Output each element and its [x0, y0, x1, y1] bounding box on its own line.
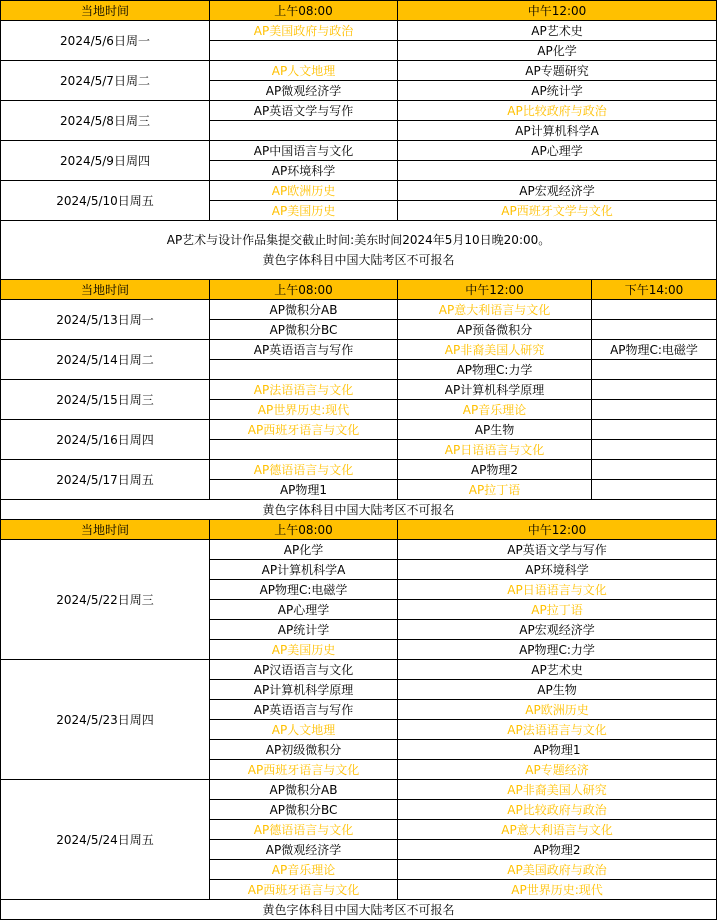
- date-cell-text: 2024/5/17日周五: [56, 472, 154, 487]
- week2-note-row: [1, 500, 717, 520]
- pm-subject-cell: [592, 460, 717, 480]
- noon-subject-cell-text: AP宏观经济学: [519, 622, 595, 637]
- am-subject-cell: [210, 660, 398, 680]
- am-subject-cell: [210, 480, 398, 500]
- date-cell: [1, 101, 210, 141]
- date-cell-text: 2024/5/22日周三: [56, 592, 154, 607]
- date-cell: [1, 21, 210, 61]
- noon-subject-cell-text: AP美国政府与政治: [507, 862, 607, 877]
- date-cell: [1, 61, 210, 101]
- noon-subject-cell: [398, 440, 592, 460]
- am-subject-cell: [210, 720, 398, 740]
- noon-subject-cell: [398, 660, 717, 680]
- noon-subject-cell-text: AP物理C:力学: [456, 362, 533, 377]
- noon-subject-cell: [398, 780, 717, 800]
- am-subject-cell-text: AP计算机科学原理: [253, 682, 354, 697]
- week2-note-text: 黄色字体科目中国大陆考区不可报名: [262, 502, 455, 517]
- week3-note-row: [1, 900, 717, 920]
- date-cell: [1, 780, 210, 900]
- noon-subject-cell-text: AP比较政府与政治: [507, 103, 607, 118]
- am-subject-cell: [210, 580, 398, 600]
- date-cell-text: 2024/5/6日周一: [60, 33, 150, 48]
- date-cell: [1, 380, 210, 420]
- noon-subject-cell-text: AP环境科学: [525, 562, 589, 577]
- table-row: [1, 300, 717, 320]
- noon-subject-cell-text: AP物理1: [533, 742, 581, 757]
- am-subject-cell: [210, 460, 398, 480]
- table-row: [1, 21, 717, 41]
- noon-subject-cell: [398, 860, 717, 880]
- noon-subject-cell-text: AP化学: [537, 43, 577, 58]
- week2-header-0: [1, 280, 210, 300]
- noon-subject-cell-text: AP法语语言与文化: [507, 722, 607, 737]
- am-subject-cell: [210, 440, 398, 460]
- week2-header-3-text: 下午14:00: [624, 282, 684, 297]
- table-row: [1, 540, 717, 560]
- am-subject-cell: [210, 760, 398, 780]
- week1-header-0: [1, 1, 210, 21]
- week2-note: [1, 500, 717, 520]
- noon-subject-cell: [398, 680, 717, 700]
- noon-subject-cell: [398, 620, 717, 640]
- yellow-subjects-note: 黄色字体科目中国大陆考区不可报名: [262, 253, 455, 267]
- pm-subject-cell: [592, 420, 717, 440]
- date-cell-text: 2024/5/24日周五: [56, 832, 154, 847]
- table-row: [1, 61, 717, 81]
- noon-subject-cell-text: AP生物: [474, 422, 515, 437]
- noon-subject-cell: [398, 640, 717, 660]
- table-row: [1, 460, 717, 480]
- noon-subject-cell: [398, 61, 717, 81]
- date-cell: [1, 540, 210, 660]
- noon-subject-cell: [398, 161, 717, 181]
- week3-header-0-text: 当地时间: [80, 522, 129, 537]
- noon-subject-cell: [398, 101, 717, 121]
- am-subject-cell-text: AP环境科学: [271, 163, 336, 178]
- date-cell: [1, 141, 210, 181]
- am-subject-cell: [210, 800, 398, 820]
- am-subject-cell-text: AP初级微积分: [265, 742, 342, 757]
- noon-subject-cell: [398, 700, 717, 720]
- date-cell-text: 2024/5/13日周一: [56, 312, 154, 327]
- noon-subject-cell-text: AP比较政府与政治: [507, 802, 607, 817]
- date-cell: [1, 181, 210, 221]
- noon-subject-cell-text: AP物理2: [533, 842, 581, 857]
- am-subject-cell: [210, 740, 398, 760]
- am-subject-cell-text: AP统计学: [277, 622, 330, 637]
- noon-subject-cell-text: AP物理2: [470, 462, 519, 477]
- noon-subject-cell-text: AP生物: [537, 682, 577, 697]
- date-cell: [1, 420, 210, 460]
- week1-header-1: [210, 1, 398, 21]
- noon-subject-cell: [398, 460, 592, 480]
- table-row: [1, 420, 717, 440]
- am-subject-cell-text: AP微观经济学: [265, 83, 342, 98]
- week3-note: [1, 900, 717, 920]
- am-subject-cell: [210, 320, 398, 340]
- table-row: [1, 380, 717, 400]
- noon-subject-cell-text: AP心理学: [531, 143, 583, 158]
- date-cell-text: 2024/5/8日周三: [60, 113, 150, 128]
- am-subject-cell-text: AP美国历史: [271, 203, 336, 218]
- am-subject-cell-text: AP化学: [283, 542, 324, 557]
- am-subject-cell-text: AP微积分AB: [269, 782, 338, 797]
- am-subject-cell-text: AP人文地理: [271, 722, 336, 737]
- noon-subject-cell-text: AP英语文学与写作: [507, 542, 607, 557]
- noon-subject-cell-text: AP非裔美国人研究: [444, 342, 545, 357]
- am-subject-cell-text: AP心理学: [277, 602, 330, 617]
- week2-header-3: [592, 280, 717, 300]
- date-cell-text: 2024/5/10日周五: [56, 193, 154, 208]
- noon-subject-cell: [398, 720, 717, 740]
- date-cell-text: 2024/5/23日周四: [56, 712, 154, 727]
- am-subject-cell: [210, 61, 398, 81]
- date-cell-text: 2024/5/9日周四: [60, 153, 150, 168]
- noon-subject-cell-text: AP专题研究: [525, 63, 589, 78]
- noon-subject-cell-text: AP拉丁语: [531, 602, 583, 617]
- week1-header-2: [398, 1, 717, 21]
- noon-subject-cell: [398, 340, 592, 360]
- noon-subject-cell: [398, 820, 717, 840]
- am-subject-cell-text: AP汉语语言与文化: [253, 662, 354, 677]
- am-subject-cell-text: AP德语语言与文化: [253, 462, 354, 477]
- am-subject-cell-text: AP美国历史: [271, 642, 336, 657]
- am-subject-cell: [210, 21, 398, 41]
- am-subject-cell: [210, 640, 398, 660]
- noon-subject-cell: [398, 81, 717, 101]
- pm-subject-cell: [592, 340, 717, 360]
- pm-subject-cell: [592, 360, 717, 380]
- date-cell-text: 2024/5/16日周四: [56, 432, 154, 447]
- am-subject-cell: [210, 181, 398, 201]
- noon-subject-cell-text: AP艺术史: [531, 23, 583, 38]
- noon-subject-cell: [398, 380, 592, 400]
- am-subject-cell: [210, 81, 398, 101]
- am-subject-cell-text: AP微观经济学: [265, 842, 342, 857]
- am-subject-cell: [210, 680, 398, 700]
- noon-subject-cell: [398, 760, 717, 780]
- week1-header-1-text: 上午08:00: [274, 3, 333, 18]
- table-row: [1, 780, 717, 800]
- noon-subject-cell: [398, 560, 717, 580]
- am-subject-cell-text: AP美国政府与政治: [253, 23, 354, 38]
- am-subject-cell: [210, 121, 398, 141]
- noon-subject-cell: [398, 600, 717, 620]
- week3-header-2: [398, 520, 717, 540]
- noon-subject-cell-text: AP计算机科学原理: [444, 382, 545, 397]
- noon-subject-cell: [398, 580, 717, 600]
- noon-subject-cell-text: AP西班牙文学与文化: [501, 203, 613, 218]
- am-subject-cell: [210, 540, 398, 560]
- week2-header-2-text: 中午12:00: [465, 282, 524, 297]
- am-subject-cell-text: AP西班牙语言与文化: [247, 762, 360, 777]
- noon-subject-cell-text: AP物理C:力学: [519, 642, 595, 657]
- am-subject-cell: [210, 400, 398, 420]
- am-subject-cell-text: AP微积分BC: [269, 802, 338, 817]
- portfolio-deadline-note: AP艺术与设计作品集提交截止时间:美东时间2024年5月10日晚20:00。: [166, 233, 551, 247]
- noon-subject-cell: [398, 540, 717, 560]
- table-row: [1, 181, 717, 201]
- noon-subject-cell: [398, 420, 592, 440]
- noon-subject-cell-text: AP音乐理论: [462, 402, 527, 417]
- table-row: [1, 660, 717, 680]
- noon-subject-cell-text: AP专题经济: [525, 762, 589, 777]
- noon-subject-cell-text: AP意大利语言与文化: [501, 822, 613, 837]
- am-subject-cell: [210, 840, 398, 860]
- am-subject-cell-text: AP微积分AB: [269, 302, 338, 317]
- am-subject-cell: [210, 700, 398, 720]
- noon-subject-cell-text: AP艺术史: [531, 662, 583, 677]
- schedule-body: [1, 1, 717, 920]
- noon-subject-cell: [398, 880, 717, 900]
- noon-subject-cell-text: AP意大利语言与文化: [438, 302, 551, 317]
- pm-subject-cell: [592, 400, 717, 420]
- am-subject-cell: [210, 600, 398, 620]
- noon-subject-cell-text: AP计算机科学A: [515, 123, 599, 138]
- am-subject-cell: [210, 620, 398, 640]
- am-subject-cell-text: AP欧洲历史: [271, 183, 336, 198]
- week1-note: [1, 221, 717, 280]
- am-subject-cell-text: AP西班牙语言与文化: [247, 882, 360, 897]
- week3-header-row: [1, 520, 717, 540]
- am-subject-cell: [210, 300, 398, 320]
- week3-note-text: 黄色字体科目中国大陆考区不可报名: [262, 902, 455, 917]
- noon-subject-cell-text: AP日语语言与文化: [507, 582, 607, 597]
- noon-subject-cell: [398, 800, 717, 820]
- pm-subject-cell: [592, 440, 717, 460]
- am-subject-cell: [210, 560, 398, 580]
- am-subject-cell-text: AP微积分BC: [269, 322, 338, 337]
- pm-subject-cell: [592, 320, 717, 340]
- am-subject-cell: [210, 380, 398, 400]
- noon-subject-cell: [398, 300, 592, 320]
- pm-subject-cell: [592, 480, 717, 500]
- week2-header-0-text: 当地时间: [80, 282, 129, 297]
- am-subject-cell: [210, 41, 398, 61]
- noon-subject-cell-text: AP世界历史:现代: [511, 882, 603, 897]
- am-subject-cell-text: AP中国语言与文化: [253, 143, 354, 158]
- am-subject-cell: [210, 420, 398, 440]
- am-subject-cell: [210, 141, 398, 161]
- pm-subject-cell: [592, 380, 717, 400]
- date-cell: [1, 300, 210, 340]
- am-subject-cell-text: AP英语语言与写作: [253, 702, 354, 717]
- table-row: [1, 340, 717, 360]
- noon-subject-cell: [398, 480, 592, 500]
- noon-subject-cell-text: AP预备微积分: [456, 322, 533, 337]
- noon-subject-cell-text: AP非裔美国人研究: [507, 782, 607, 797]
- week3-header-1-text: 上午08:00: [274, 522, 333, 537]
- am-subject-cell-text: AP计算机科学A: [261, 562, 346, 577]
- noon-subject-cell: [398, 840, 717, 860]
- noon-subject-cell: [398, 141, 717, 161]
- date-cell: [1, 660, 210, 780]
- week2-header-1-text: 上午08:00: [274, 282, 333, 297]
- am-subject-cell-text: AP世界历史:现代: [257, 402, 350, 417]
- am-subject-cell: [210, 880, 398, 900]
- am-subject-cell-text: AP法语语言与文化: [253, 382, 354, 397]
- date-cell-text: 2024/5/7日周二: [60, 73, 150, 88]
- am-subject-cell: [210, 201, 398, 221]
- date-cell: [1, 460, 210, 500]
- week1-header-2-text: 中午12:00: [527, 3, 587, 18]
- noon-subject-cell: [398, 21, 717, 41]
- noon-subject-cell-text: AP统计学: [531, 83, 583, 98]
- noon-subject-cell: [398, 181, 717, 201]
- am-subject-cell-text: AP英语语言与写作: [253, 342, 354, 357]
- noon-subject-cell: [398, 360, 592, 380]
- am-subject-cell: [210, 780, 398, 800]
- am-subject-cell-text: AP英语文学与写作: [253, 103, 354, 118]
- am-subject-cell-text: AP西班牙语言与文化: [247, 422, 360, 437]
- noon-subject-cell-text: AP拉丁语: [468, 482, 521, 497]
- week1-header-0-text: 当地时间: [80, 3, 129, 18]
- pm-subject-cell: [592, 300, 717, 320]
- noon-subject-cell: [398, 121, 717, 141]
- am-subject-cell-text: AP物理1: [279, 482, 328, 497]
- table-row: [1, 141, 717, 161]
- week3-header-2-text: 中午12:00: [527, 522, 587, 537]
- noon-subject-cell: [398, 320, 592, 340]
- am-subject-cell: [210, 161, 398, 181]
- am-subject-cell: [210, 820, 398, 840]
- noon-subject-cell-text: AP日语语言与文化: [444, 442, 545, 457]
- am-subject-cell: [210, 360, 398, 380]
- table-row: [1, 101, 717, 121]
- week2-header-2: [398, 280, 592, 300]
- noon-subject-cell: [398, 740, 717, 760]
- week3-header-0: [1, 520, 210, 540]
- noon-subject-cell-text: AP欧洲历史: [525, 702, 589, 717]
- noon-subject-cell: [398, 41, 717, 61]
- pm-subject-cell-text: AP物理C:电磁学: [610, 342, 698, 357]
- week3-header-1: [210, 520, 398, 540]
- date-cell-text: 2024/5/15日周三: [56, 392, 154, 407]
- noon-subject-cell: [398, 400, 592, 420]
- am-subject-cell-text: AP物理C:电磁学: [259, 582, 348, 597]
- noon-subject-cell: [398, 201, 717, 221]
- am-subject-cell: [210, 860, 398, 880]
- date-cell: [1, 340, 210, 380]
- am-subject-cell-text: AP音乐理论: [271, 862, 336, 877]
- week2-header-row: [1, 280, 717, 300]
- noon-subject-cell-text: AP宏观经济学: [519, 183, 595, 198]
- am-subject-cell: [210, 101, 398, 121]
- am-subject-cell-text: AP德语语言与文化: [253, 822, 354, 837]
- week1-header-row: [1, 1, 717, 21]
- am-subject-cell: [210, 340, 398, 360]
- date-cell-text: 2024/5/14日周二: [56, 352, 154, 367]
- am-subject-cell-text: AP人文地理: [271, 63, 336, 78]
- week1-note-row: [1, 221, 717, 280]
- week2-header-1: [210, 280, 398, 300]
